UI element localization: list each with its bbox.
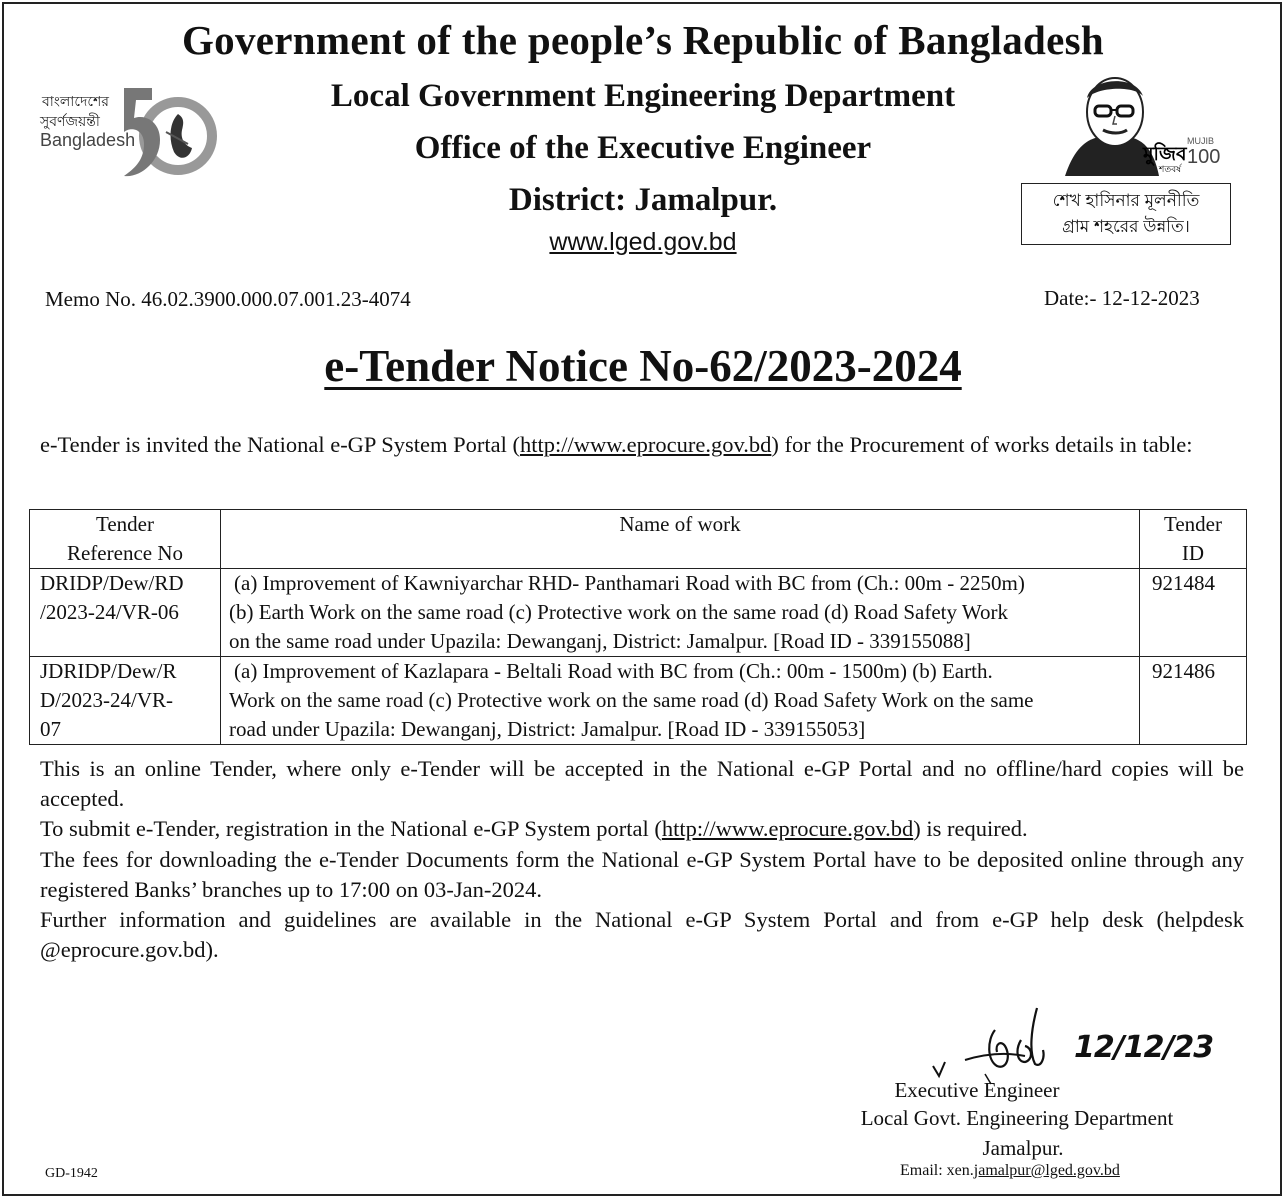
- row2-reference: [30, 657, 221, 745]
- header-work-label: Name of work: [619, 512, 741, 536]
- works-table: [29, 509, 1247, 745]
- row2-ref-line3: 07: [40, 717, 61, 741]
- row2-work-line1: (a) Improvement of Kazlapara - Beltali Road with BC from (Ch.: 00m - 1500m) (b) Earth.: [234, 659, 993, 683]
- notice-body: [40, 754, 1244, 965]
- row2-work: [221, 657, 1140, 745]
- signatory-location: Jamalpur.: [982, 1136, 1064, 1160]
- email-label: Email: xen.: [900, 1162, 974, 1179]
- intro-before-link: e-Tender is invited the National e-GP System Portal (: [40, 432, 520, 457]
- signatory-title: Executive Engineer: [894, 1078, 1060, 1102]
- row2-ref-line1: JDRIDP/Dew/R: [40, 659, 177, 683]
- header-tender-id: [1140, 510, 1247, 569]
- row1-work-line1: (a) Improvement of Kawniyarchar RHD- Panthamari Road with BC from (Ch.: 00m - 2250m): [234, 571, 1025, 595]
- signatory-email: [900, 1162, 1120, 1180]
- row2-work-line3: road under Upazila: Dewanganj, District: Jamalpur. [Road ID - 339155053]: [229, 717, 866, 741]
- handwritten-date: [1074, 1030, 1213, 1065]
- government-heading: Government of the people’s Republic of Bangladesh: [181, 17, 1105, 63]
- header-ref-line1: Tender: [96, 512, 154, 536]
- registration-before-link: To submit e-Tender, registration in the National e-GP System portal (: [40, 816, 662, 842]
- motto-line1: শেখ হাসিনার মূলনীতি: [1052, 191, 1200, 210]
- header-id-line1: Tender: [1164, 512, 1222, 536]
- mujib-small-label: শতবর্ষ: [1159, 164, 1182, 174]
- notice-title: [0, 340, 1286, 392]
- footer-code: GD-1942: [45, 1166, 98, 1181]
- logo-latin-text: Bangladesh: [40, 130, 136, 150]
- row2-tender-id: 921486: [1140, 657, 1247, 745]
- registration-paragraph: [40, 814, 1244, 844]
- row1-ref-line2: /2023-24/VR-06: [40, 600, 179, 624]
- notice-date: Date:- 12-12-2023: [1044, 286, 1200, 310]
- handwritten-signature-icon: [925, 1000, 1085, 1090]
- row1-work: [221, 569, 1140, 657]
- notice-title-text: e-Tender Notice No-62/2023-2024: [324, 341, 962, 391]
- row2-work-line2: Work on the same road (c) Protective work on the same road (d) Road Safety Work on the same: [229, 688, 1034, 712]
- motto-line2: গ্রাম শহরের উন্নতি।: [1062, 217, 1190, 236]
- mujib-latin-label: MUJIB: [1187, 136, 1214, 146]
- mujib-bengali-label: মুজিব: [1143, 144, 1187, 165]
- email-link[interactable]: jamalpur@lged.gov.bd: [973, 1162, 1120, 1179]
- handwritten-date-text: 12/12/23: [1074, 1030, 1214, 1065]
- row2-ref-line2: D/2023-24/VR-: [40, 688, 173, 712]
- row1-ref-line1: DRIDP/Dew/RD: [40, 571, 184, 595]
- logo-bengali-line1: বাংলাদেশের: [42, 93, 109, 109]
- signatory-department: Local Govt. Engineering Department: [860, 1106, 1174, 1130]
- intro-after-link: ) for the Procurement of works details in table:: [771, 432, 1193, 457]
- header-work: [221, 510, 1140, 569]
- row1-work-line2: (b) Earth Work on the same road (c) Protective work on the same road (d) Road Safety Work: [229, 600, 1009, 624]
- eprocure-link[interactable]: http://www.eprocure.gov.bd: [519, 432, 772, 457]
- row1-tender-id: 921484: [1140, 569, 1247, 657]
- row1-reference: [30, 569, 221, 657]
- fees-paragraph: The fees for downloading the e-Tender Documents form the National e-GP System Portal have to be deposited online through any registered Banks’ branches up to 17:00 on 03-Jan-2024.: [40, 846, 1244, 902]
- row1-work-line3: on the same road under Upazila: Dewanganj, District: Jamalpur. [Road ID - 339155088]: [229, 629, 971, 653]
- memo-number: Memo No. 46.02.3900.000.07.001.23-4074: [45, 287, 411, 311]
- office-heading: Office of the Executive Engineer: [414, 130, 872, 166]
- table-header-row: [30, 510, 1247, 569]
- signature-scribble: [925, 1000, 1085, 1090]
- table-row: [30, 569, 1247, 657]
- department-heading: Local Government Engineering Department: [330, 78, 956, 114]
- intro-paragraph: [40, 430, 1246, 460]
- table-row: [30, 657, 1247, 745]
- header-reference: [30, 510, 221, 569]
- registration-eprocure-link[interactable]: http://www.eprocure.gov.bd: [661, 816, 914, 842]
- registration-after-link: ) is required.: [913, 816, 1028, 842]
- website-link[interactable]: www.lged.gov.bd: [549, 228, 737, 256]
- helpdesk-paragraph: Further information and guidelines are available in the National e-GP System Portal and from e-GP help desk (helpdesk @eprocure.gov.bd).: [40, 907, 1244, 963]
- logo-bengali-line2: সুবর্ণজয়ন্তী: [40, 113, 100, 129]
- header-ref-line2: Reference No: [66, 541, 183, 565]
- online-tender-paragraph: This is an online Tender, where only e-Tender will be accepted in the National e-GP Portal and no offline/hard copies will be accepted.: [40, 756, 1244, 812]
- mujib-number: 100: [1187, 146, 1221, 168]
- district-heading: District: Jamalpur.: [508, 182, 778, 218]
- header-id-line2: ID: [1181, 541, 1205, 565]
